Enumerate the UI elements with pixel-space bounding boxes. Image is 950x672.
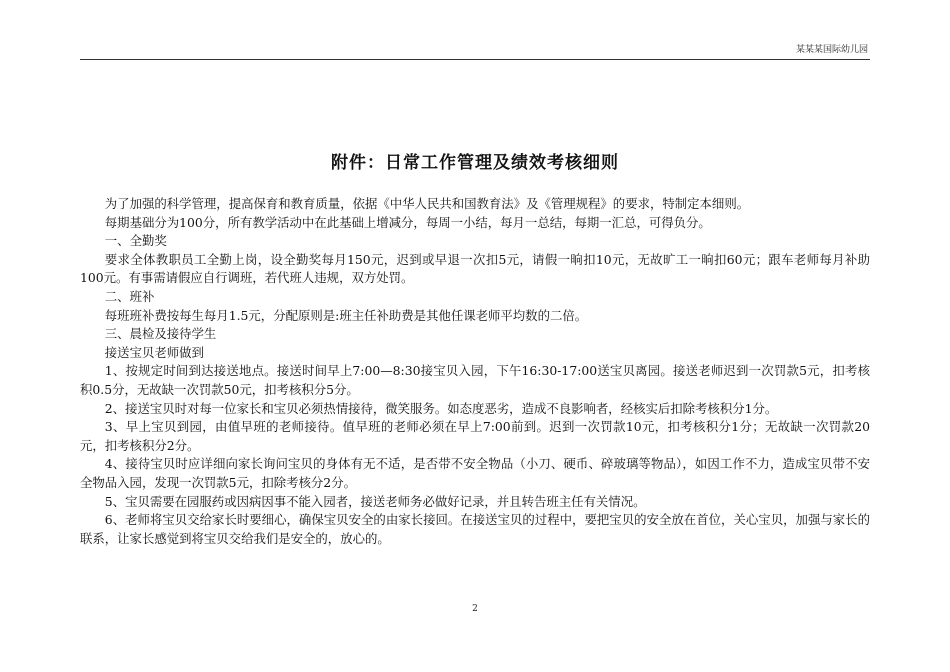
paragraph-pickup-intro: 接送宝贝老师做到: [104, 344, 204, 360]
paragraph-intro: 为了加强的科学管理，提高保育和教育质量，依据《中华人民共和国教育法》及《管理规程》的要求，特制定本细则。: [104, 196, 750, 211]
section-heading-attendance: 一、全勤奖: [104, 233, 167, 249]
paragraph-attendance: 要求全体教职员工全勤上岗，设全勤奖每月150元，迟到或早退一次扣5元，请假一晌扣10元，无故旷工一晌扣60元；跟车老师每月补助100元。有事需请假应自行调班，若代班人违规，双方处罚。: [80, 251, 870, 286]
list-item-3: 3、早上宝贝到园，由值早班的老师接待。值早班的老师必须在早上7:00前到。迟到一次罚款10元，扣考核积分1分；无故缺一次罚款20元，扣考核积分2分。: [80, 419, 870, 453]
paragraph-base-score: 每期基础分为100分，所有教学活动中在此基础上增减分，每周一小结，每月一总结，每期一汇总，可得负分。: [104, 214, 711, 230]
section-heading-class-subsidy: 二、班补: [104, 288, 155, 304]
paragraph-class-subsidy: 每班班补费按每生每月1.5元，分配原则是:班主任补助费是其他任课老师平均数的二倍。: [104, 307, 588, 323]
list-item-5: 5、宝贝需要在园服药或因病因事不能入园者，接送老师务必做好记录，并且转告班主任有关情况。: [104, 493, 646, 509]
list-item-1: 1、按规定时间到达接送地点。接送时间早上7:00—8:30接宝贝入园，下午16:30-17:00送宝贝离园。接送老师迟到一次罚款5元，扣考核积0.5分，无故缺一次罚款50元，扣考核积分5分。: [80, 363, 870, 397]
header-divider: [80, 59, 870, 60]
list-item-6: 6、老师将宝贝交给家长时要细心，确保宝贝安全的由家长接回。在接送宝贝的过程中，要把宝贝的安全放在首位，关心宝贝，加强与家长的联系，让家长感觉到将宝贝交给我们是安全的，放心的。: [80, 512, 870, 546]
list-item-2: 2、接送宝贝时对每一位家长和宝贝必须热情接待，微笑服务。如态度恶劣，造成不良影响者，经核实后扣除考核积分1分。: [104, 400, 778, 416]
header-org-name: 某某某国际幼儿园: [795, 45, 868, 55]
document-title: 附件：日常工作管理及绩效考核细则: [331, 153, 619, 173]
list-item-4: 4、接待宝贝时应详细向家长询问宝贝的身体有无不适，是否带不安全物品（小刀、硬币、碎玻璃等物品），如因工作不力，造成宝贝带不安全物品入园，发现一次罚款5元，扣除考核分2分。: [80, 456, 870, 490]
page-number: 2: [472, 604, 478, 614]
document-body: [80, 195, 870, 548]
section-heading-morning-check: 三、晨检及接待学生: [104, 326, 217, 342]
